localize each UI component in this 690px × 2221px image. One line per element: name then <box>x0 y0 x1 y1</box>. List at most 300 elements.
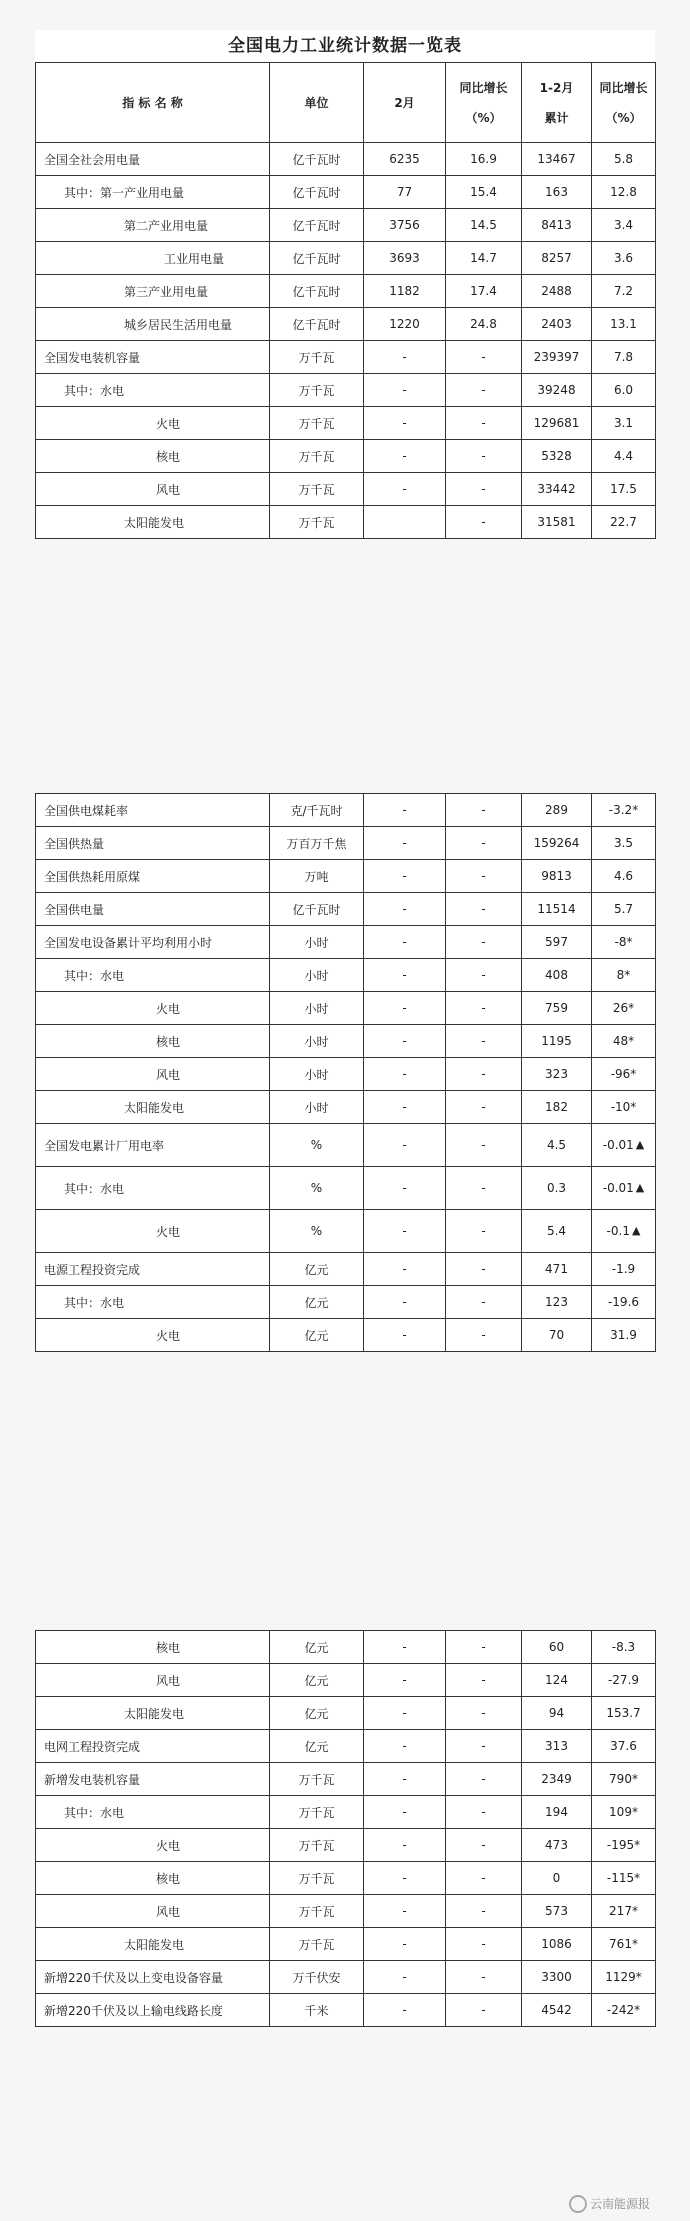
unit-text: 万千瓦 <box>298 1772 335 1787</box>
indicator-name-cell <box>36 893 270 926</box>
month-growth-cell <box>446 1167 522 1210</box>
table-row <box>36 1862 656 1895</box>
unit-cell <box>270 1091 364 1124</box>
cumulative-growth-cell <box>592 992 656 1025</box>
indicator-name-text: 全国供热量 <box>44 836 105 851</box>
month-value-text: - <box>402 1805 407 1819</box>
cumulative-value-cell <box>522 893 592 926</box>
cumulative-value-text: 408 <box>545 968 568 982</box>
indicator-name-cell <box>36 860 270 893</box>
month-growth-cell <box>446 1319 522 1352</box>
month-growth-cell <box>446 893 522 926</box>
cumulative-growth-cell <box>592 860 656 893</box>
month-growth-text: - <box>481 1640 486 1654</box>
month-growth-text: - <box>481 836 486 850</box>
cumulative-value-text: 94 <box>548 1706 565 1720</box>
month-value-cell <box>364 827 446 860</box>
cumulative-value-text: 5328 <box>541 449 572 463</box>
cumulative-value-text: 1086 <box>541 1937 572 1951</box>
unit-cell <box>270 1253 364 1286</box>
cumulative-growth-cell <box>592 1286 656 1319</box>
unit-text: 万千瓦 <box>298 416 335 431</box>
month-value-cell <box>364 1895 446 1928</box>
table-row <box>36 1961 656 1994</box>
triangle-marker-icon: ▲ <box>635 1181 645 1194</box>
month-growth-text: - <box>481 1838 486 1852</box>
month-growth-text: - <box>481 1067 486 1081</box>
table-row <box>36 1025 656 1058</box>
cumulative-value-text: 573 <box>545 1904 568 1918</box>
unit-cell <box>270 308 364 341</box>
unit-text: 小时 <box>304 1001 329 1016</box>
month-value-text: - <box>402 1100 407 1114</box>
month-value-cell <box>364 1124 446 1167</box>
cumulative-value-cell <box>522 1994 592 2027</box>
unit-text: 万千瓦 <box>298 1838 335 1853</box>
table-row <box>36 1253 656 1286</box>
indicator-name-text: 新增220千伏及以上变电设备容量 <box>44 1970 223 1985</box>
indicator-name-cell <box>36 1319 270 1352</box>
cumulative-growth-text: -0.01 <box>602 1138 634 1152</box>
cumulative-value-cell <box>522 506 592 539</box>
unit-text: 亿千瓦时 <box>292 902 341 917</box>
month-value-cell <box>364 1091 446 1124</box>
cumulative-growth-text: 3.4 <box>613 218 634 232</box>
month-value-text: - <box>402 803 407 817</box>
cumulative-growth-text: -8.3 <box>611 1640 636 1654</box>
unit-text: 小时 <box>304 1067 329 1082</box>
indicator-name-cell <box>36 1730 270 1763</box>
table-row <box>36 308 656 341</box>
table-row <box>36 1994 656 2027</box>
unit-cell <box>270 992 364 1025</box>
unit-text: 亿元 <box>304 1739 329 1754</box>
month-value-text: - <box>402 2003 407 2017</box>
cumulative-value-text: 4542 <box>541 2003 572 2017</box>
month-growth-text: 14.5 <box>470 218 497 232</box>
unit-text: 克/千瓦时 <box>290 803 343 818</box>
cumulative-value-cell <box>522 1025 592 1058</box>
cumulative-growth-text: 3.5 <box>613 836 634 850</box>
table-row <box>36 506 656 539</box>
cumulative-value-cell <box>522 1167 592 1210</box>
month-growth-cell <box>446 440 522 473</box>
table-row <box>36 1124 656 1167</box>
month-value-text: - <box>402 1034 407 1048</box>
indicator-name-cell <box>36 827 270 860</box>
month-growth-cell <box>446 1697 522 1730</box>
month-value-text: - <box>402 1838 407 1852</box>
watermark <box>569 2195 650 2214</box>
month-growth-text: - <box>481 1937 486 1951</box>
month-value-cell <box>364 1829 446 1862</box>
table-row <box>36 1763 656 1796</box>
cumulative-value-text: 129681 <box>533 416 580 430</box>
cumulative-growth-cell <box>592 473 656 506</box>
indicator-name-cell <box>36 1994 270 2027</box>
month-value-text: - <box>402 1673 407 1687</box>
unit-cell <box>270 1286 364 1319</box>
table-section-2 <box>35 793 655 1352</box>
indicator-name-cell <box>36 1928 270 1961</box>
cumulative-growth-text: 17.5 <box>610 482 637 496</box>
month-value-text: - <box>402 416 407 430</box>
unit-cell <box>270 1994 364 2027</box>
month-value-text: - <box>402 350 407 364</box>
month-growth-cell <box>446 506 522 539</box>
month-growth-cell <box>446 1025 522 1058</box>
unit-text: 万千瓦 <box>298 350 335 365</box>
cumulative-growth-text: 48* <box>612 1034 635 1048</box>
month-value-cell <box>364 1862 446 1895</box>
cumulative-value-cell <box>522 1862 592 1895</box>
table-row <box>36 242 656 275</box>
cumulative-value-text: 159264 <box>533 836 580 850</box>
cumulative-value-text: 39248 <box>537 383 576 397</box>
month-growth-text: - <box>481 1673 486 1687</box>
table-row <box>36 1319 656 1352</box>
indicator-name-cell <box>36 1091 270 1124</box>
month-value-text: - <box>402 902 407 916</box>
month-value-text: - <box>402 1181 407 1195</box>
month-growth-text: - <box>481 383 486 397</box>
cumulative-growth-cell <box>592 959 656 992</box>
cumulative-value-cell <box>522 1286 592 1319</box>
cumulative-growth-cell <box>592 407 656 440</box>
month-growth-text: - <box>481 1262 486 1276</box>
table-row <box>36 1664 656 1697</box>
month-growth-cell <box>446 1210 522 1253</box>
unit-text: 亿元 <box>304 1706 329 1721</box>
unit-cell <box>270 440 364 473</box>
unit-cell <box>270 827 364 860</box>
cumulative-value-text: 2488 <box>541 284 572 298</box>
month-growth-text: - <box>481 902 486 916</box>
month-value-text: - <box>402 1067 407 1081</box>
cumulative-value-text: 313 <box>545 1739 568 1753</box>
unit-cell <box>270 1961 364 1994</box>
cumulative-growth-text: -10* <box>610 1100 637 1114</box>
unit-cell <box>270 473 364 506</box>
cumulative-growth-text: 790* <box>609 1772 638 1786</box>
unit-text: % <box>310 1138 323 1152</box>
indicator-name-cell <box>36 1697 270 1730</box>
month-growth-cell <box>446 1286 522 1319</box>
cumulative-growth-text: 3.6 <box>613 251 634 265</box>
indicator-name-cell <box>36 1058 270 1091</box>
month-growth-cell <box>446 341 522 374</box>
unit-cell <box>270 893 364 926</box>
month-value-cell <box>364 341 446 374</box>
unit-cell <box>270 1319 364 1352</box>
cumulative-growth-cell <box>592 341 656 374</box>
cumulative-growth-text: 109* <box>609 1805 638 1819</box>
cumulative-growth-text: -27.9 <box>607 1673 640 1687</box>
unit-cell <box>270 176 364 209</box>
month-growth-cell <box>446 407 522 440</box>
cumulative-value-cell <box>522 341 592 374</box>
month-growth-text: - <box>481 1805 486 1819</box>
table-section-3 <box>35 1630 655 2027</box>
indicator-name-text: 全国发电设备累计平均利用小时 <box>44 935 213 950</box>
header-cumulative-growth-line2: （%） <box>605 110 642 125</box>
cumulative-value-text: 124 <box>545 1673 568 1687</box>
cumulative-value-cell <box>522 209 592 242</box>
month-growth-cell <box>446 275 522 308</box>
indicator-name-cell <box>36 176 270 209</box>
table-header-row <box>36 63 656 143</box>
unit-text: 亿千瓦时 <box>292 317 341 332</box>
cumulative-growth-text: 1129* <box>605 1970 642 1984</box>
month-value-cell <box>364 176 446 209</box>
header-indicator-name: 指 标 名 称 <box>36 63 270 143</box>
cumulative-value-text: 33442 <box>537 482 576 496</box>
month-value-cell <box>364 926 446 959</box>
indicator-name-cell <box>36 992 270 1025</box>
table-row <box>36 1286 656 1319</box>
cumulative-growth-text: 37.6 <box>610 1739 637 1753</box>
cumulative-value-cell <box>522 143 592 176</box>
cumulative-value-text: 194 <box>545 1805 568 1819</box>
month-value-text: - <box>402 869 407 883</box>
unit-text: 亿元 <box>304 1673 329 1688</box>
unit-cell <box>270 242 364 275</box>
month-value-text: - <box>402 1138 407 1152</box>
indicator-name-text: 第三产业用电量 <box>124 284 209 299</box>
month-growth-cell <box>446 860 522 893</box>
month-value-text: - <box>402 1937 407 1951</box>
cumulative-growth-text: 5.8 <box>613 152 634 166</box>
indicator-name-cell <box>36 1796 270 1829</box>
cumulative-growth-text: -96* <box>610 1067 637 1081</box>
cumulative-value-text: 471 <box>545 1262 568 1276</box>
month-value-cell <box>364 1058 446 1091</box>
unit-text: 千米 <box>304 2003 329 2018</box>
month-growth-cell <box>446 1091 522 1124</box>
month-growth-text: 17.4 <box>470 284 497 298</box>
indicator-name-text: 风电 <box>156 1904 181 1919</box>
cumulative-growth-text: 3.1 <box>613 416 634 430</box>
cumulative-value-cell <box>522 407 592 440</box>
indicator-name-text: 新增发电装机容量 <box>44 1772 141 1787</box>
table-row <box>36 1928 656 1961</box>
cumulative-value-text: 0 <box>552 1871 561 1885</box>
triangle-marker-icon: ▲ <box>635 1138 645 1151</box>
indicator-name-cell <box>36 1167 270 1210</box>
month-value-text: 1220 <box>389 317 420 331</box>
stats-table-3 <box>35 1630 656 2027</box>
weibo-logo-icon <box>569 2195 587 2213</box>
table-body-1 <box>36 143 656 539</box>
month-growth-text: - <box>481 482 486 496</box>
month-growth-text: - <box>481 449 486 463</box>
month-growth-cell <box>446 1928 522 1961</box>
unit-cell <box>270 209 364 242</box>
cumulative-growth-cell <box>592 1124 656 1167</box>
cumulative-growth-cell <box>592 1210 656 1253</box>
indicator-name-cell <box>36 1210 270 1253</box>
cumulative-value-cell <box>522 1124 592 1167</box>
table-section-1 <box>35 30 655 539</box>
indicator-name-cell <box>36 1829 270 1862</box>
unit-text: 亿千瓦时 <box>292 284 341 299</box>
unit-text: 万千瓦 <box>298 383 335 398</box>
cumulative-value-cell <box>522 1829 592 1862</box>
unit-text: 亿千瓦时 <box>292 152 341 167</box>
month-growth-cell <box>446 1253 522 1286</box>
header-unit: 单位 <box>270 63 364 143</box>
month-growth-text: - <box>481 1181 486 1195</box>
unit-text: 亿千瓦时 <box>292 218 341 233</box>
month-growth-text: 14.7 <box>470 251 497 265</box>
unit-cell <box>270 1928 364 1961</box>
cumulative-growth-cell <box>592 1319 656 1352</box>
unit-cell <box>270 407 364 440</box>
cumulative-growth-cell <box>592 308 656 341</box>
indicator-name-cell <box>36 308 270 341</box>
table-row <box>36 926 656 959</box>
cumulative-growth-cell <box>592 1697 656 1730</box>
header-month-growth-line1: 同比增长 <box>459 80 508 95</box>
indicator-name-cell <box>36 473 270 506</box>
indicator-name-text: 其中：水电 <box>64 383 125 398</box>
indicator-name-cell <box>36 374 270 407</box>
header-cumulative-growth <box>592 63 656 143</box>
table-row <box>36 176 656 209</box>
unit-text: 万千伏安 <box>292 1970 341 1985</box>
indicator-name-text: 全国全社会用电量 <box>44 152 141 167</box>
table-row <box>36 959 656 992</box>
cumulative-growth-text: 22.7 <box>610 515 637 529</box>
unit-cell <box>270 1862 364 1895</box>
unit-cell <box>270 1664 364 1697</box>
table-row <box>36 1895 656 1928</box>
month-value-cell <box>364 374 446 407</box>
cumulative-growth-text: 4.4 <box>613 449 634 463</box>
month-value-cell <box>364 860 446 893</box>
month-growth-text: 15.4 <box>470 185 497 199</box>
month-growth-cell <box>446 1730 522 1763</box>
indicator-name-cell <box>36 794 270 827</box>
indicator-name-text: 其中：第一产业用电量 <box>64 185 185 200</box>
month-value-cell <box>364 1286 446 1319</box>
indicator-name-text: 火电 <box>156 1001 181 1016</box>
cumulative-value-text: 597 <box>545 935 568 949</box>
cumulative-value-cell <box>522 1319 592 1352</box>
table-row <box>36 1829 656 1862</box>
month-value-text: 6235 <box>389 152 420 166</box>
indicator-name-text: 核电 <box>156 1034 181 1049</box>
month-value-text: - <box>402 968 407 982</box>
header-cumulative-line2: 累计 <box>544 110 569 125</box>
cumulative-value-cell <box>522 473 592 506</box>
indicator-name-cell <box>36 1025 270 1058</box>
indicator-name-cell <box>36 1961 270 1994</box>
cumulative-growth-cell <box>592 1664 656 1697</box>
month-value-text: 3693 <box>389 251 420 265</box>
cumulative-value-cell <box>522 992 592 1025</box>
month-value-cell <box>364 440 446 473</box>
cumulative-growth-text: 6.0 <box>613 383 634 397</box>
header-month-growth-line2: （%） <box>465 110 502 125</box>
unit-cell <box>270 1124 364 1167</box>
month-value-cell <box>364 1796 446 1829</box>
cumulative-value-cell <box>522 1928 592 1961</box>
cumulative-growth-cell <box>592 176 656 209</box>
table-row <box>36 1796 656 1829</box>
month-value-text: - <box>402 1001 407 1015</box>
cumulative-growth-cell <box>592 275 656 308</box>
indicator-name-cell <box>36 506 270 539</box>
month-growth-text: 24.8 <box>470 317 497 331</box>
table-row <box>36 992 656 1025</box>
unit-cell <box>270 275 364 308</box>
month-growth-text: - <box>481 1328 486 1342</box>
month-value-cell <box>364 992 446 1025</box>
month-growth-cell <box>446 827 522 860</box>
unit-text: 万千瓦 <box>298 515 335 530</box>
unit-text: % <box>310 1224 323 1238</box>
cumulative-growth-text: -0.01 <box>602 1181 634 1195</box>
month-growth-text: - <box>481 803 486 817</box>
indicator-name-text: 全国供电煤耗率 <box>44 803 129 818</box>
cumulative-growth-text: -195* <box>606 1838 641 1852</box>
unit-text: 万千瓦 <box>298 482 335 497</box>
unit-text: 万千瓦 <box>298 1937 335 1952</box>
cumulative-value-cell <box>522 176 592 209</box>
indicator-name-text: 其中：水电 <box>64 1181 125 1196</box>
cumulative-growth-cell <box>592 1928 656 1961</box>
indicator-name-cell <box>36 275 270 308</box>
indicator-name-cell <box>36 440 270 473</box>
table-row <box>36 209 656 242</box>
table-row <box>36 275 656 308</box>
month-growth-text: - <box>481 1970 486 1984</box>
cumulative-growth-cell <box>592 1796 656 1829</box>
month-value-cell <box>364 1210 446 1253</box>
cumulative-value-cell <box>522 1796 592 1829</box>
month-growth-cell <box>446 1631 522 1664</box>
cumulative-growth-text: -3.2* <box>608 803 639 817</box>
unit-text: 亿元 <box>304 1295 329 1310</box>
cumulative-growth-cell <box>592 794 656 827</box>
indicator-name-cell <box>36 959 270 992</box>
unit-text: 万千瓦 <box>298 1805 335 1820</box>
month-growth-cell <box>446 143 522 176</box>
cumulative-growth-cell <box>592 242 656 275</box>
month-value-cell <box>364 1025 446 1058</box>
cumulative-growth-text: -0.1 <box>606 1224 630 1238</box>
month-growth-text: - <box>481 1772 486 1786</box>
indicator-name-text: 火电 <box>156 416 181 431</box>
month-value-cell <box>364 308 446 341</box>
cumulative-growth-text: 13.1 <box>610 317 637 331</box>
cumulative-value-cell <box>522 1631 592 1664</box>
unit-cell <box>270 1895 364 1928</box>
cumulative-value-text: 8257 <box>541 251 572 265</box>
unit-cell <box>270 794 364 827</box>
indicator-name-text: 风电 <box>156 1067 181 1082</box>
month-value-cell <box>364 143 446 176</box>
cumulative-growth-cell <box>592 1730 656 1763</box>
cumulative-value-cell <box>522 1730 592 1763</box>
indicator-name-text: 全国发电装机容量 <box>44 350 141 365</box>
cumulative-growth-text: -242* <box>606 2003 641 2017</box>
month-value-text: 77 <box>396 185 413 199</box>
month-growth-text: - <box>481 1871 486 1885</box>
cumulative-growth-text: -1.9 <box>611 1262 636 1276</box>
cumulative-value-cell <box>522 1763 592 1796</box>
